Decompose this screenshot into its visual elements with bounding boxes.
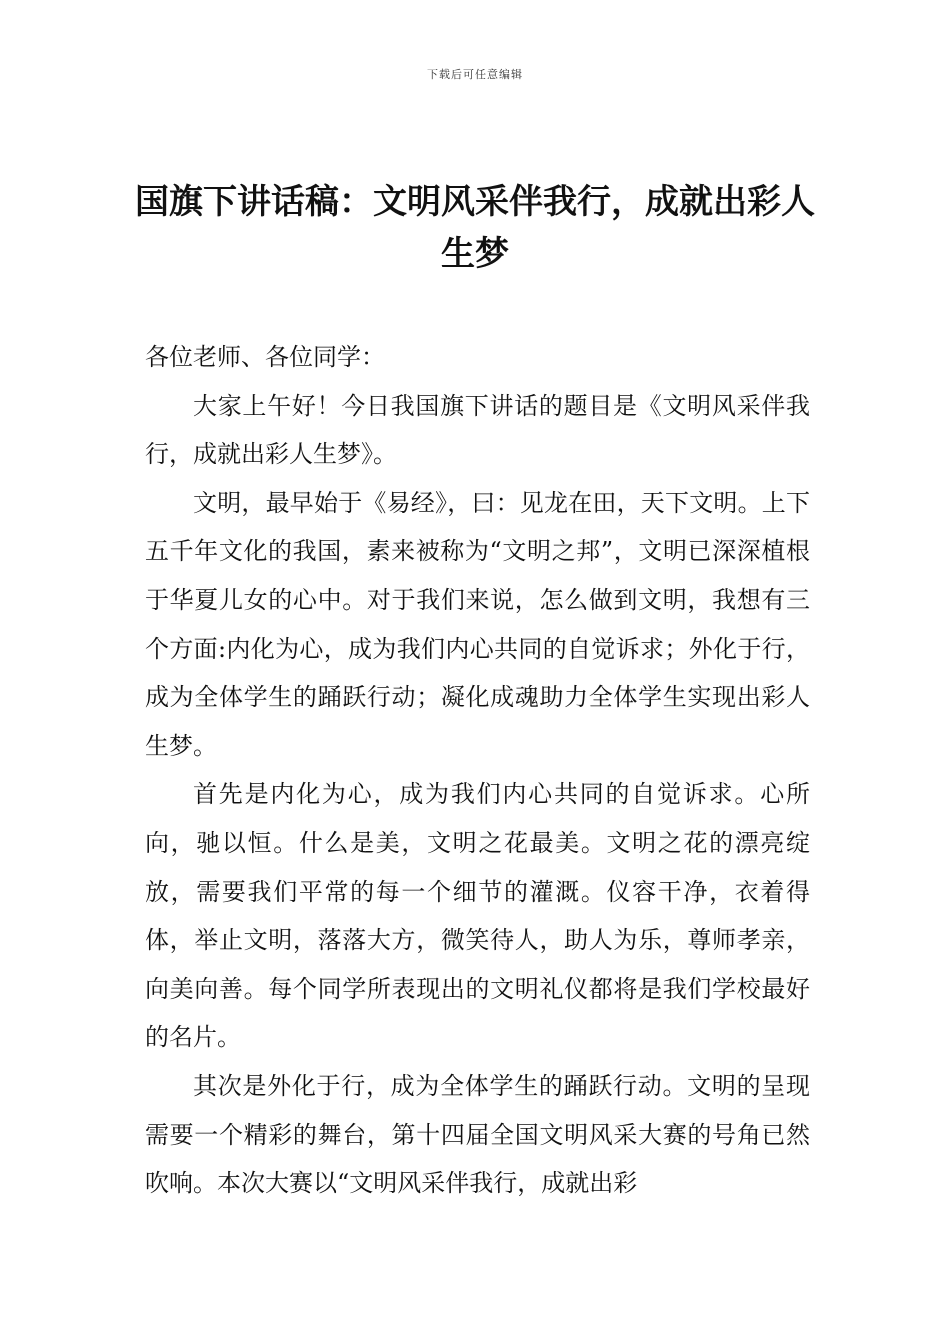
paragraph-origin: 文明，最早始于《易经》，曰：见龙在田，天下文明。上下五千年文化的我国，素来被称为“文明之邦”，文明已深深植根于华夏儿女的心中。对于我们来说，怎么做到文明，我想有三个方面:内化为心，成为我们内心共同的自觉诉求；外化于行，成为全体学生的踊跃行动；凝化成魂助力全体学生实现出彩人生梦。 <box>145 488 810 760</box>
document-title: 国旗下讲话稿：文明风采伴我行，成就出彩人生梦 <box>135 182 815 274</box>
paragraph-first-point: 首先是内化为心，成为我们内心共同的自觉诉求。心所向，驰以恒。什么是美，文明之花最美。文明之花的漂亮绽放，需要我们平常的每一个细节的灌溉。仪容干净，衣着得体，举止文明，落落大方，微笑待人，助人为乐，尊师孝亲，向美向善。每个同学所表现出的文明礼仪都将是我们学校最好的名片。 <box>145 780 810 1052</box>
paragraph-greeting: 大家上午好！今日我国旗下讲话的题目是《文明风采伴我行，成就出彩人生梦》。 <box>145 391 810 469</box>
document-body <box>145 333 810 1208</box>
salutation: 各位老师、各位同学： <box>145 343 385 371</box>
paragraph-second-point: 其次是外化于行，成为全体学生的踊跃行动。文明的呈现需要一个精彩的舞台，第十四届全国文明风采大赛的号角已然吹响。本次大赛以“文明风采伴我行，成就出彩 <box>145 1071 810 1198</box>
header-note: 下载后可任意编辑 <box>427 68 523 81</box>
